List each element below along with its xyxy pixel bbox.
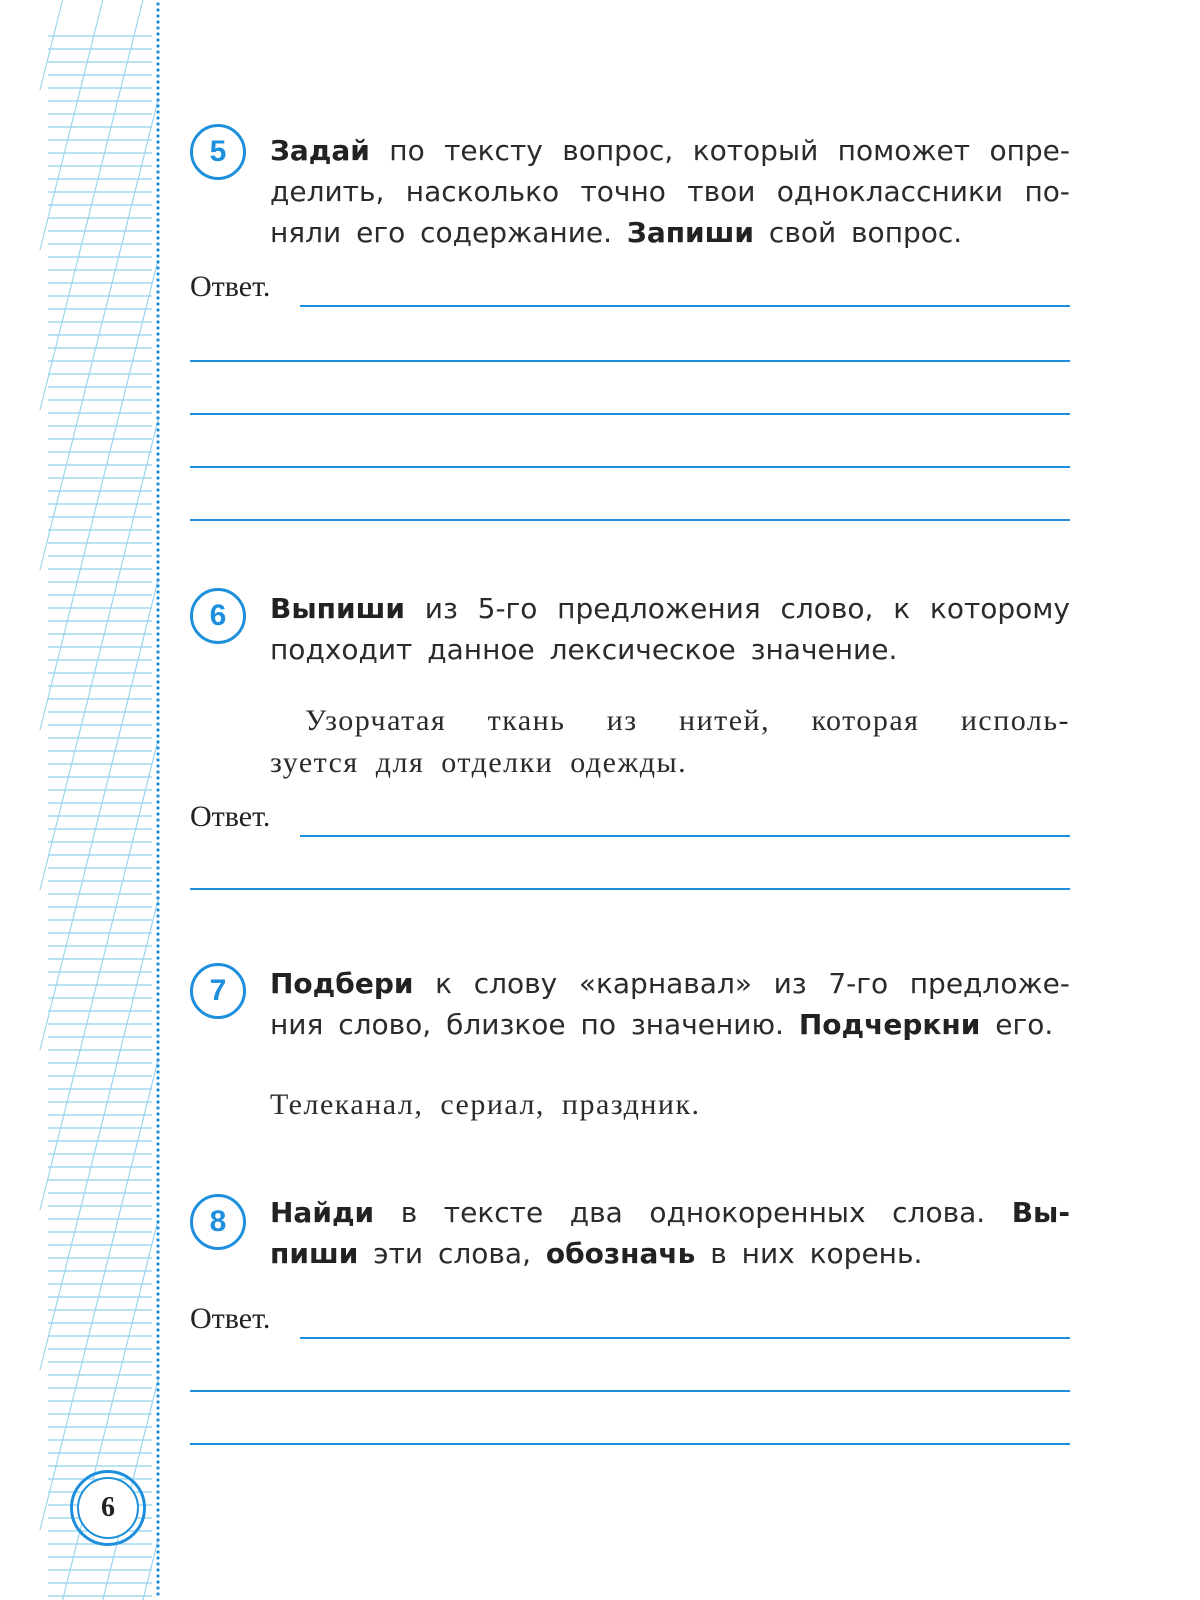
instruction-keyword: Выпиши <box>270 592 405 625</box>
instruction-keyword: пиши <box>270 1237 359 1270</box>
instruction-keyword: Запиши <box>626 216 755 249</box>
answer-line[interactable] <box>190 519 1070 521</box>
instruction-line <box>270 1192 1070 1233</box>
instruction-text: в тексте два однокоренных слова. <box>374 1196 1012 1229</box>
instruction-line <box>270 1233 1070 1274</box>
instruction-line <box>270 171 1070 212</box>
instruction-keyword: Задай <box>270 134 370 167</box>
instruction-text: его. <box>980 1008 1054 1041</box>
instruction-line <box>270 130 1070 171</box>
answer-line[interactable] <box>300 1337 1070 1339</box>
notebook-margin-lines <box>0 0 170 1600</box>
task-8-number: 8 <box>190 1194 246 1250</box>
answer-line[interactable] <box>190 1443 1070 1445</box>
task-6-number: 6 <box>190 588 246 644</box>
task-5-number: 5 <box>190 124 246 180</box>
task-6-definition-line-1: Узорчатая ткань из нитей, которая исполь- <box>305 704 1070 737</box>
instruction-line <box>270 588 1070 629</box>
instruction-keyword: Вы- <box>1011 1196 1070 1229</box>
answer-line[interactable] <box>190 413 1070 415</box>
answer-line[interactable] <box>300 835 1070 837</box>
task-6-answer-label: Ответ. <box>190 800 271 833</box>
instruction-text: к слову «карнавал» из 7-го предложе- <box>413 967 1070 1000</box>
task-6-definition-line-2: зуется для отделки одежды. <box>270 746 688 779</box>
answer-line[interactable] <box>190 888 1070 890</box>
task-5-answer-label: Ответ. <box>190 270 271 303</box>
instruction-text: делить, насколько точно твои одноклассники по- <box>270 175 1070 208</box>
page-number: 6 <box>77 1477 139 1539</box>
instruction-text: из 5-го предложения слово, к которому <box>404 592 1070 625</box>
task-5-instruction <box>270 130 1070 253</box>
instruction-keyword: Найди <box>270 1196 375 1229</box>
instruction-text: подходит данное лексическое значение. <box>270 633 898 666</box>
task-7-instruction <box>270 963 1070 1045</box>
instruction-text: эти слова, <box>358 1237 546 1270</box>
task-8-instruction <box>270 1192 1070 1274</box>
answer-line[interactable] <box>190 466 1070 468</box>
page-number-badge <box>70 1470 146 1546</box>
instruction-line <box>270 629 1070 670</box>
instruction-text: в них корень. <box>695 1237 923 1270</box>
instruction-line <box>270 963 1070 1004</box>
answer-line[interactable] <box>190 360 1070 362</box>
answer-line[interactable] <box>190 1390 1070 1392</box>
task-7-options: Телеканал, сериал, праздник. <box>270 1088 701 1121</box>
task-6-instruction <box>270 588 1070 670</box>
instruction-text: по тексту вопрос, который поможет опре- <box>369 134 1070 167</box>
answer-line[interactable] <box>300 305 1070 307</box>
instruction-line <box>270 212 1070 253</box>
instruction-text: няли его содержание. <box>270 216 627 249</box>
instruction-keyword: Подбери <box>270 967 414 1000</box>
instruction-line <box>270 1004 1070 1045</box>
instruction-keyword: обозначь <box>545 1237 696 1270</box>
task-7-number: 7 <box>190 963 246 1019</box>
instruction-text: свой вопрос. <box>754 216 963 249</box>
instruction-text: ния слово, близкое по значению. <box>270 1008 799 1041</box>
task-8-answer-label: Ответ. <box>190 1302 271 1335</box>
instruction-keyword: Подчеркни <box>798 1008 981 1041</box>
